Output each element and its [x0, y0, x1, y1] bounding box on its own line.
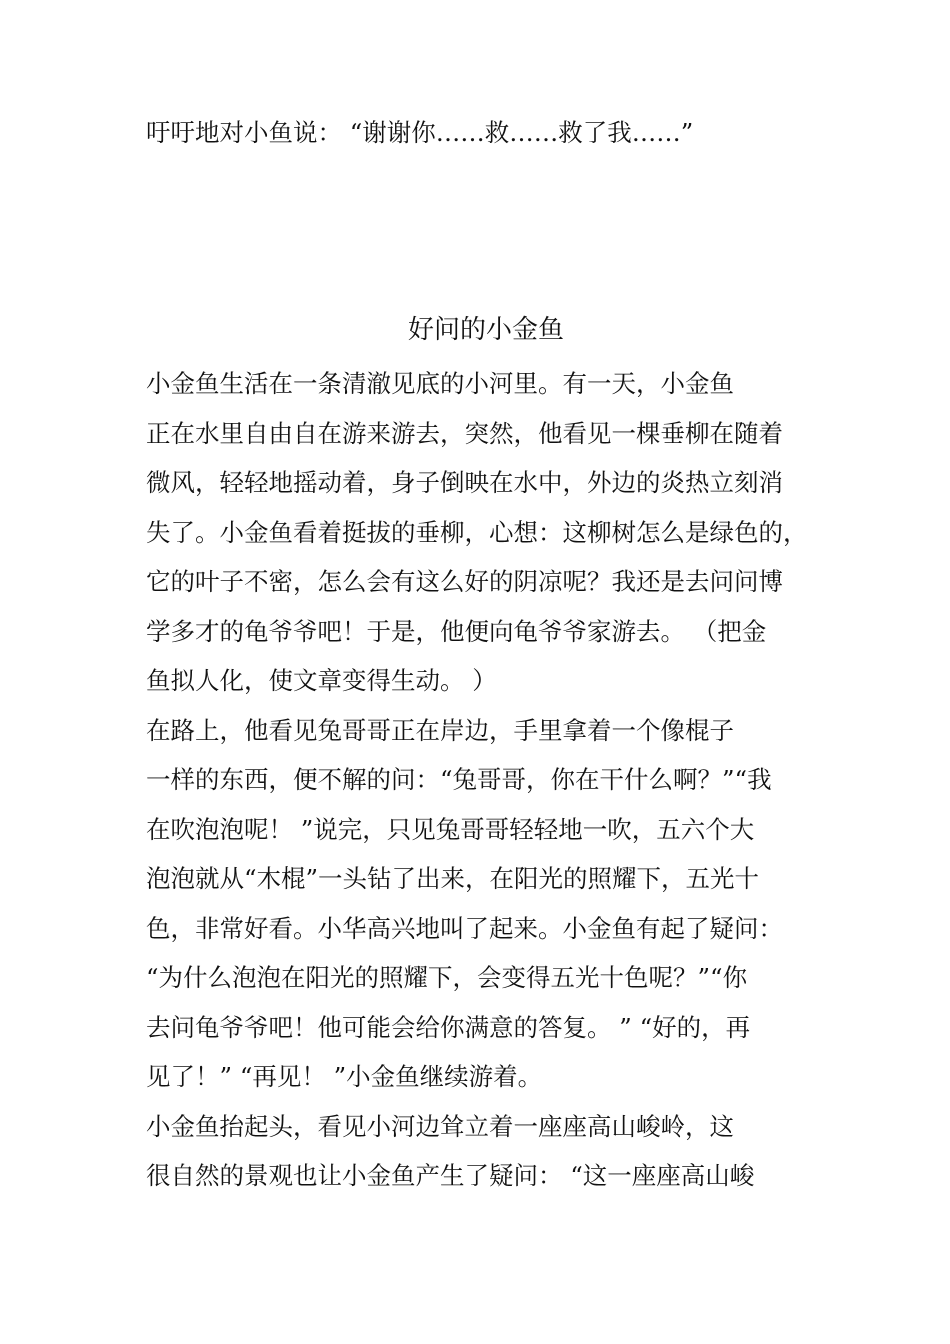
- body-line: 色，非常好看。小华高兴地叫了起来。小金鱼有起了疑问：: [146, 914, 783, 943]
- body-line: 小金鱼生活在一条清澈见底的小河里。有一天，小金鱼: [146, 369, 734, 398]
- continuation-line: 吁吁地对小鱼说： “谢谢你……救……救了我……”: [146, 118, 694, 147]
- body-line: 微风，轻轻地摇动着，身子倒映在水中，外边的炎热立刻消: [146, 468, 783, 497]
- article-title: 好问的小金鱼: [407, 315, 564, 345]
- body-line: 见了！” “再见！ ”小金鱼继续游着。: [146, 1062, 543, 1091]
- body-line: 它的叶子不密，怎么会有这么好的阴凉呢？我还是去问问博: [146, 567, 783, 596]
- body-line: 泡泡就从“木棍”一头钻了出来，在阳光的照耀下，五光十: [146, 864, 760, 893]
- body-line: 鱼拟人化，使文章变得生动。 ）: [146, 666, 497, 695]
- body-line: 在吹泡泡呢！ ”说完，只见兔哥哥轻轻地一吹，五六个大: [146, 815, 755, 844]
- body-line: 小金鱼抬起头，看见小河边耸立着一座座高山峻岭，这: [146, 1112, 734, 1141]
- body-line: 去问龟爷爷吧！他可能会给你满意的答复。 ” “好的，再: [146, 1013, 751, 1042]
- body-line: 一样的东西，便不解的问：“兔哥哥，你在干什么啊？”“我: [146, 765, 772, 794]
- body-line: 失了。小金鱼看着挺拔的垂柳，心想：这柳树怎么是绿色的，: [146, 518, 808, 547]
- body-line: 学多才的龟爷爷吧！于是，他便向龟爷爷家游去。 （把金: [146, 617, 767, 646]
- body-line: 很自然的景观也让小金鱼产生了疑问： “这一座座高山峻: [146, 1161, 755, 1190]
- body-line: 在路上，他看见兔哥哥正在岸边，手里拿着一个像棍子: [146, 716, 734, 745]
- body-line: “为什么泡泡在阳光的照耀下，会变得五光十色呢？”“你: [146, 963, 748, 992]
- body-line: 正在水里自由自在游来游去，突然，他看见一棵垂柳在随着: [146, 419, 783, 448]
